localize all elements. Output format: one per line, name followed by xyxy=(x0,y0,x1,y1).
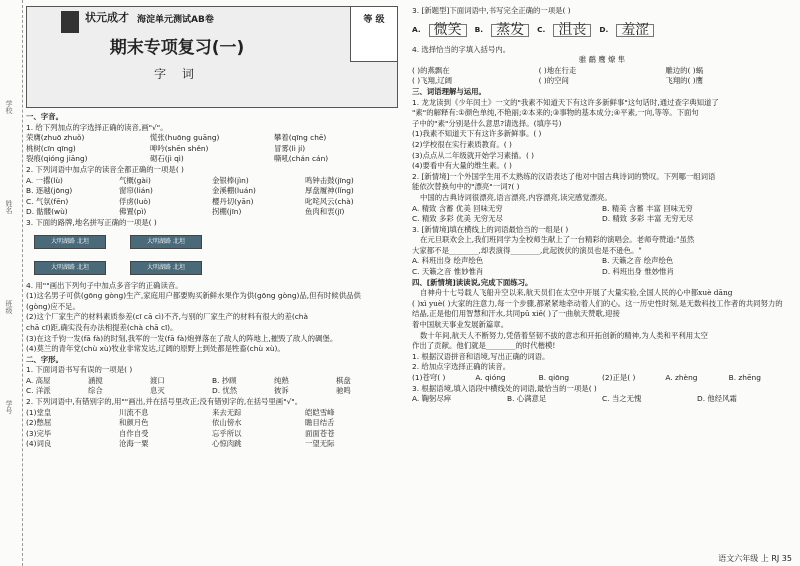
q1-line: 1. 龙龙读到《少年闰土》一文的"我素不知道天下有这许多新鲜事"这句话时,通过查字典知道了 xyxy=(412,97,719,107)
q2-options xyxy=(26,176,398,218)
question-text: 2. 下列词语中,有错别字的,用""画出,并在括号里改正;没有错别字的,在括号里画"√"。 xyxy=(26,397,303,407)
word-item[interactable]: 和颜月色 xyxy=(119,418,149,428)
q3-options xyxy=(412,17,792,45)
passage-line: 结晶,正是他们用智慧和汗水,共同pū xiě( )了一曲航天赞歌,迎接 xyxy=(412,309,620,319)
series-name: 海淀单元测试AB卷 xyxy=(137,15,214,25)
option-text: 鱼肉和衷(jī) xyxy=(305,207,345,217)
section-heading: 三、词语理解与运用。 xyxy=(412,86,486,96)
binding-label-school: 学校 xyxy=(5,100,13,114)
page-title: 期末专项复习(一) xyxy=(109,38,245,58)
option-text[interactable]: D. 骷髅(wù) xyxy=(26,207,68,217)
worksheet-header xyxy=(26,6,398,108)
road-sign[interactable]: 大明湖路 北坦 xyxy=(34,235,106,249)
answer-choice[interactable]: 冒雾(lì jí) xyxy=(274,143,306,153)
section-heading: 一、字音。 xyxy=(26,112,63,121)
option-text: 叱咤风云(chà) xyxy=(305,196,354,206)
passage-line: 作出了贡献。他们就是________的时代楷模! xyxy=(412,341,556,351)
q4-lines xyxy=(412,66,792,87)
option-word[interactable]: 沮丧 xyxy=(553,24,591,37)
binding-strip xyxy=(0,0,23,566)
option-text[interactable]: C. 天籁之音 惟妙惟肖 xyxy=(412,267,484,277)
question-text: 3. 根据语境,填入语段中横线处的词语,最恰当的一项是( ) xyxy=(412,383,597,393)
word-item[interactable]: 依山傍水 xyxy=(212,418,242,428)
passage-line: 自神舟十七号载人飞船升空以来,航天员们在太空中开展了大量实验,全国人民的心中都xuè dāng xyxy=(420,288,733,298)
character-choices: 骓 鹬 鹰 燎 隼 xyxy=(578,55,626,65)
q4-line: (2)这个厂家生产的材料素质参差(cī cā cì)不齐,与别的厂家生产的材料有很大的差(chà xyxy=(26,312,308,322)
road-sign[interactable]: 大明湖路 北坦 xyxy=(34,261,106,275)
option-text: (1)苍穹( ) xyxy=(412,373,446,382)
option-text: (2)正是( ) xyxy=(601,373,636,382)
left-column xyxy=(26,6,398,562)
option-text[interactable]: A. zhèng xyxy=(665,373,698,382)
q1-line: 子中的"素"分别是什么意思?请选择。(填序号) xyxy=(412,118,562,128)
word-item[interactable]: 皑皑雪峰 xyxy=(305,407,335,417)
grade-label: 等 级 xyxy=(363,15,385,25)
option-letter: C. xyxy=(537,25,546,35)
word-item[interactable]: 一望无际 xyxy=(305,439,335,449)
road-signs-row-1 xyxy=(26,229,398,255)
road-sign[interactable]: 大明湖路 北坦 xyxy=(130,235,202,249)
section-heading: 二、字形。 xyxy=(26,354,63,364)
option-text: 佛置(pì) xyxy=(119,207,147,217)
option-text[interactable]: B. 逐越(jōng) xyxy=(26,186,73,196)
q3b-quote: 在元旦联欢会上,我们班同学为全校师生献上了一台精彩的演唱会。老师夸赞道:"虽然 xyxy=(420,235,695,245)
q4-line: (4)莫兰的青年党(chù xù)牧业非常发达,辽阔的原野上到处都是牲畜(chù xù)。 xyxy=(26,344,285,354)
word-item[interactable]: (1)堂皇 xyxy=(26,407,52,417)
word-item[interactable]: 面面苍苍 xyxy=(305,428,335,438)
question-text: 4. 选择恰当的字填入括号内。 xyxy=(412,44,511,54)
brand-name: 状元成才 xyxy=(85,11,129,24)
option-text[interactable]: B. 精美 含蓄 丰富 回味无穷 xyxy=(602,203,693,213)
option-text: 纯熟 xyxy=(274,375,289,385)
q4-line: chā cī)距,确实没有办法相提差(chà chā cī)。 xyxy=(26,322,178,332)
road-sign[interactable]: 大明湖路 北坦 xyxy=(130,261,202,275)
option-text: 棋盘 xyxy=(336,375,351,385)
answer-choice[interactable]: 荣膺(zhuō zhuǒ) xyxy=(26,133,85,143)
option-text: 驰鸣 xyxy=(336,386,351,396)
answer-choice[interactable]: 攀着(qīng chē) xyxy=(274,133,327,143)
fill-blank[interactable]: ( )飞翔,辽阔 xyxy=(412,76,453,86)
word-item[interactable]: 川流不息 xyxy=(119,407,149,417)
option-text: 息灭 xyxy=(150,386,165,396)
right-column xyxy=(412,6,792,562)
q2-line: 2. [新情境]一个外国学生用不太熟练的汉语表达了他对中国古典诗词的赞叹。下列哪一组词语 xyxy=(412,171,716,181)
option-text[interactable]: B. 抄顾 xyxy=(212,375,237,385)
word-item[interactable]: (4)词良 xyxy=(26,439,52,449)
option-text[interactable]: A. qióng xyxy=(475,373,506,382)
option-text: 樱丹切(yān) xyxy=(212,196,254,206)
q1-line[interactable]: (3)点点从二年级就开始学习素描。( ) xyxy=(412,150,535,160)
answer-choice[interactable]: 呻吟(shēn shěn) xyxy=(150,143,209,153)
qa2-options xyxy=(412,373,792,384)
option-word[interactable]: 羞涩 xyxy=(616,24,654,37)
fill-blank[interactable]: ( )地在行走 xyxy=(538,65,577,75)
option-text: 拐棚(jīn) xyxy=(212,207,242,217)
q2-options xyxy=(412,204,792,225)
q4-line: (1)这名男子可供(gōng gòng)生产,家庭用户都要购买新鲜水果作为供(gōng gòng)品,但有时候供品供 xyxy=(26,291,361,301)
q1-line[interactable]: (4)要看中有大量的维生素。( ) xyxy=(412,161,512,171)
q3b-options xyxy=(412,256,792,277)
option-text[interactable]: D. 忧然 xyxy=(212,386,238,396)
word-item[interactable]: 忘乎所以 xyxy=(212,428,242,438)
fill-blank[interactable]: 雕边的( )蜗 xyxy=(665,65,704,75)
answer-choice[interactable]: 砌石(jì qì) xyxy=(150,154,184,164)
word-item[interactable]: (3)完毕 xyxy=(26,428,52,438)
q1-line: "素"的解释有:①颜色单纯,不艳丽;②本来的;③事物的基本成分;④平素,一向,等等。下面句 xyxy=(412,108,699,118)
question-text: 3. [新题型]下面词语中,书写完全正确的一项是( ) xyxy=(412,6,571,15)
word-item[interactable]: 自作自受 xyxy=(119,428,149,438)
qa3-options xyxy=(412,394,792,405)
q2-quote: 中国的古典诗词很漂亮,语言漂亮,内容漂亮,读完感觉漂亮。 xyxy=(420,192,612,202)
question-text: 3. 下面的路牌,地名拼写正确的一项是( ) xyxy=(26,217,157,227)
binding-label-name: 姓名 xyxy=(5,200,13,214)
option-text[interactable]: C. 洋派 xyxy=(26,386,51,396)
option-text[interactable]: A. 科班出身 绘声绘色 xyxy=(412,256,484,266)
q6-lines xyxy=(26,408,398,450)
passage-line: ( )xì yuè( )大家的注意力,每一个步骤,都紧紧地牵动着人们的心。这一历史性时刻,是无数科技工作者的共同努力的 xyxy=(412,298,783,308)
answer-choice[interactable]: 慌张(huōng guāng) xyxy=(150,133,220,143)
option-text[interactable]: D. 他经风霜 xyxy=(697,394,737,404)
option-text[interactable]: C. 当之无愧 xyxy=(602,394,642,404)
road-signs-row-2 xyxy=(26,255,398,281)
question-text: 1. 给下列加点的字选择正确的读音,画"√"。 xyxy=(26,122,168,132)
section-heading: 四、[新情境]读读说,完成下面练习。 xyxy=(412,277,533,287)
page-footer: 语文六年级 上 RJ 35 xyxy=(718,554,792,563)
question-text: 1. 下面词语书写有误的一项是( ) xyxy=(26,365,133,375)
binding-label-class: 班级 xyxy=(5,300,13,314)
option-text[interactable]: B. 天籁之音 绘声绘色 xyxy=(602,256,674,266)
option-word[interactable]: 蒸发 xyxy=(491,24,529,37)
option-text: 综合 xyxy=(88,386,103,396)
word-item[interactable]: 沧海一粟 xyxy=(119,439,149,449)
option-text[interactable]: A. 鞠躬尽瘁 xyxy=(412,394,452,404)
option-letter: B. xyxy=(474,25,484,35)
question-text: 2. 给加点字选择正确的读音。 xyxy=(412,362,511,372)
option-text[interactable]: D. 精致 多彩 丰富 无穷无尽 xyxy=(602,214,694,224)
q1-items xyxy=(26,133,398,165)
q4-line: (gòng)应不足。 xyxy=(26,301,80,311)
question-text: 2. 下列词语中加点字的读音全都正确的一项是( ) xyxy=(26,164,184,174)
q3b-quote: 大家都不是________,却表演得________,此起彼伏的演员也是不逊色。" xyxy=(412,245,642,255)
option-text: 鸣钟击鼓(jīng) xyxy=(305,175,354,185)
fill-blank[interactable]: ( )的燕飘在 xyxy=(412,65,450,75)
answer-choice[interactable]: 桃树(cīn qīng) xyxy=(26,143,76,153)
option-text[interactable]: B. qiōng xyxy=(538,373,570,382)
fill-blank[interactable]: 飞翔的( )鹰 xyxy=(665,76,704,86)
publisher-logo-icon xyxy=(61,11,79,33)
option-text[interactable]: A. 高屋 xyxy=(26,375,51,385)
passage-line: 数十年间,航天人不断努力,凭借着坚韧不拔的意志和开拓创新的精神,为人类和平利用太空 xyxy=(420,330,708,340)
question-text: 4. 用""画出下列句子中加点多音字的正确读音。 xyxy=(26,280,183,290)
option-text[interactable]: A. 精致 含蓄 优美 回味无穷 xyxy=(412,203,503,213)
q1-line[interactable]: (1)我素不知道天下有这许多新鲜事。( ) xyxy=(412,129,542,139)
option-text: 气概(gài) xyxy=(119,175,151,185)
q1-line[interactable]: (2)学校很在实行素质教育。( ) xyxy=(412,139,512,149)
option-text: 金溪棚(luán) xyxy=(212,186,256,196)
option-text[interactable]: A. 一撂(lù) xyxy=(26,175,63,185)
option-text: 厚盘履神(lǐng) xyxy=(305,186,354,196)
option-letter: A. xyxy=(412,25,421,35)
page-subtitle: 字 词 xyxy=(154,67,200,81)
option-text: 渡口 xyxy=(150,375,165,385)
answer-choice[interactable]: 嘶吼(chán cán) xyxy=(274,154,329,164)
option-text[interactable]: B. zhēng xyxy=(728,373,761,382)
option-text[interactable]: B. 心满意足 xyxy=(507,394,547,404)
q5-options xyxy=(26,376,398,397)
answer-choice[interactable]: 裂痕(qióng jiāng) xyxy=(26,154,88,164)
option-text[interactable]: D. 科班出身 惟妙惟肖 xyxy=(602,267,674,277)
word-item[interactable]: 瞻目结舌 xyxy=(305,418,335,428)
question-text: 1. 根据汉语拼音和语境,写出正确的词语。 xyxy=(412,351,550,361)
option-letter: D. xyxy=(599,25,609,35)
option-text[interactable]: C. 气氛(fēn) xyxy=(26,196,69,206)
word-item[interactable]: 心惊肉跳 xyxy=(212,439,242,449)
option-text: 窗帘(lián) xyxy=(119,186,153,196)
word-item[interactable]: 来去无踪 xyxy=(212,407,242,417)
q4-line: (3)在这千钧一发(fā fà)的时刻,我军的一发(fā fà)炮弹落在了敌人的阵地上,摧毁了敌人的碉堡。 xyxy=(26,333,338,343)
word-item[interactable]: (2)憋屈 xyxy=(26,418,52,428)
option-text: 俘虏(luò) xyxy=(119,196,151,206)
option-word[interactable]: 微笑 xyxy=(429,24,467,37)
q2-line: 能依次替换句中的"漂亮"一词?( ) xyxy=(412,182,520,192)
passage-line: 着中国航天事业发展新篇章。 xyxy=(412,320,509,330)
fill-blank[interactable]: ( )的空间 xyxy=(538,76,569,86)
binding-label-number: 学号 xyxy=(5,400,13,414)
question-text: 3. [新情境]填在横线上的词语最恰当的一组是( ) xyxy=(412,224,569,234)
grade-box[interactable] xyxy=(350,7,397,62)
option-text[interactable]: C. 精致 多彩 优美 无穷无尽 xyxy=(412,214,503,224)
option-text: 涵搅 xyxy=(88,375,103,385)
option-text: 彼诉 xyxy=(274,386,289,396)
option-text: 金银棒(jìn) xyxy=(212,175,249,185)
